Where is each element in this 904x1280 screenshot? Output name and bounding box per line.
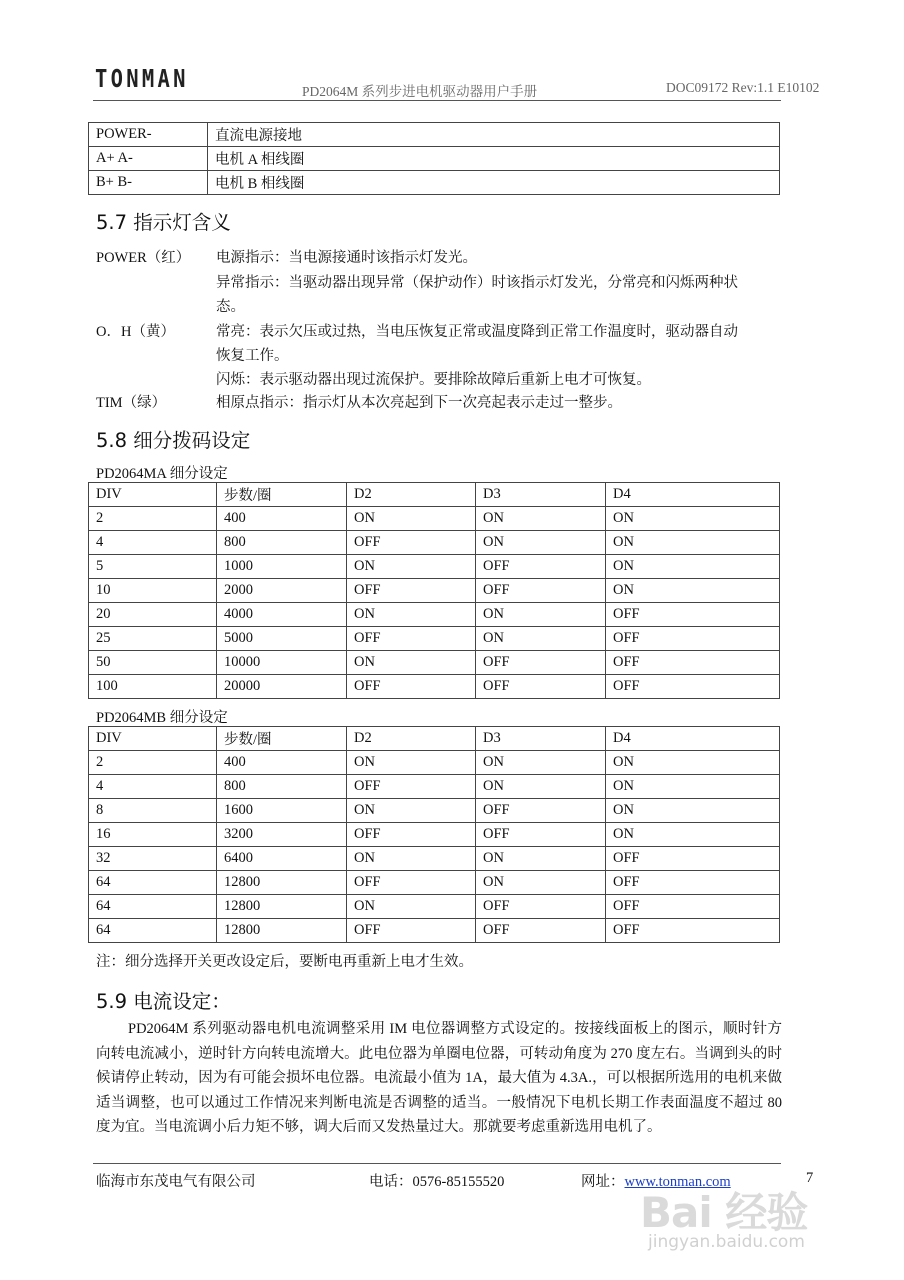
baidu-watermark-logo: Bai 经验 xyxy=(640,1188,808,1237)
microstep-cell: ON xyxy=(347,651,476,675)
microstep-cell: ON xyxy=(476,507,606,531)
header-title: PD2064M 系列步进电机驱动器用户手册 xyxy=(302,84,538,99)
microstep-cell: OFF xyxy=(476,799,606,823)
microstep-cell: 16 xyxy=(89,823,217,847)
microstep-cell: 400 xyxy=(217,507,347,531)
microstep-cell: OFF xyxy=(347,675,476,699)
terminal-cell: POWER- xyxy=(89,123,208,147)
terminal-cell: B+ B- xyxy=(89,171,208,195)
table-row xyxy=(89,651,780,675)
footer-phone: 电话：0576-85155520 xyxy=(369,1174,505,1190)
microstep-cell: ON xyxy=(606,579,780,603)
table-row xyxy=(89,823,780,847)
microstep-cell: 5 xyxy=(89,555,217,579)
section-5-7-title: 5.7 指示灯含义 xyxy=(96,211,231,234)
page-number: 7 xyxy=(806,1170,814,1186)
microstep-cell: ON xyxy=(606,775,780,799)
microstep-cell: 10 xyxy=(89,579,217,603)
microstep-cell: 20 xyxy=(89,603,217,627)
microstep-cell: ON xyxy=(606,507,780,531)
tim-indicator-label: TIM（绿） xyxy=(96,395,167,411)
microstep-cell: ON xyxy=(347,751,476,775)
microstep-cell: 12800 xyxy=(217,919,347,943)
microstep-cell: OFF xyxy=(347,871,476,895)
microstep-cell: 3200 xyxy=(217,823,347,847)
header-cell: D3 xyxy=(476,727,606,751)
microstep-cell: ON xyxy=(347,895,476,919)
microstep-cell: OFF xyxy=(476,579,606,603)
power-abnormal-text: 异常指示：当驱动器出现异常（保护动作）时该指示灯发光，分常亮和闪烁两种状 xyxy=(216,275,738,291)
microstep-cell: ON xyxy=(606,531,780,555)
table-row xyxy=(89,751,780,775)
brand-logo: TONMAN xyxy=(95,64,189,93)
table-row xyxy=(89,919,780,943)
header-cell: D4 xyxy=(606,727,780,751)
microstep-cell: OFF xyxy=(606,651,780,675)
microstep-cell: 4 xyxy=(89,775,217,799)
header-cell: D2 xyxy=(347,727,476,751)
microstep-cell: OFF xyxy=(606,895,780,919)
microstep-cell: 1000 xyxy=(217,555,347,579)
table-row xyxy=(89,775,780,799)
microstep-cell: 800 xyxy=(217,531,347,555)
table-row xyxy=(89,123,780,147)
microstep-cell: 64 xyxy=(89,919,217,943)
table-row xyxy=(89,799,780,823)
oh-steady-text-cont: 恢复工作。 xyxy=(216,348,289,364)
microstep-cell: ON xyxy=(476,847,606,871)
footer-company: 临海市东茂电气有限公司 xyxy=(96,1174,256,1190)
header-cell: D4 xyxy=(606,483,780,507)
microstep-cell: 64 xyxy=(89,895,217,919)
oh-flash-text: 闪烁：表示驱动器出现过流保护。要排除故障后重新上电才可恢复。 xyxy=(216,372,651,388)
microstep-note: 注：细分选择开关更改设定后，要断电再重新上电才生效。 xyxy=(96,954,473,970)
microstep-cell: ON xyxy=(347,507,476,531)
baidu-watermark-url: jingyan.baidu.com xyxy=(648,1232,805,1252)
microstep-cell: ON xyxy=(476,871,606,895)
microstep-cell: OFF xyxy=(476,675,606,699)
microstep-cell: ON xyxy=(476,627,606,651)
table-header-row xyxy=(89,727,780,751)
microstep-cell: 6400 xyxy=(217,847,347,871)
microstep-cell: ON xyxy=(347,555,476,579)
microstep-cell: 8 xyxy=(89,799,217,823)
microstep-table-ma xyxy=(88,482,780,699)
table-row xyxy=(89,147,780,171)
microstep-cell: OFF xyxy=(347,775,476,799)
terminal-cell: 电机 A 相线圈 xyxy=(208,147,780,171)
microstep-cell: OFF xyxy=(606,847,780,871)
microstep-cell: OFF xyxy=(606,627,780,651)
footer-web-link[interactable]: www.tonman.com xyxy=(624,1174,731,1190)
microstep-cell: ON xyxy=(347,603,476,627)
header-cell: D3 xyxy=(476,483,606,507)
microstep-cell: 12800 xyxy=(217,871,347,895)
table-row xyxy=(89,675,780,699)
microstep-cell: 400 xyxy=(217,751,347,775)
microstep-cell: 20000 xyxy=(217,675,347,699)
microstep-cell: ON xyxy=(606,799,780,823)
tim-indicator-text: 相原点指示：指示灯从本次亮起到下一次亮起表示走过一整步。 xyxy=(216,395,622,411)
microstep-cell: 4 xyxy=(89,531,217,555)
microstep-cell: 2000 xyxy=(217,579,347,603)
header-cell: 步数/圈 xyxy=(217,727,347,751)
table-row xyxy=(89,603,780,627)
microstep-cell: ON xyxy=(347,799,476,823)
ma-table-caption: PD2064MA 细分设定 xyxy=(96,466,228,482)
microstep-cell: OFF xyxy=(476,895,606,919)
table-row xyxy=(89,171,780,195)
table-row xyxy=(89,627,780,651)
footer-rule xyxy=(93,1163,781,1164)
microstep-cell: 2 xyxy=(89,751,217,775)
microstep-cell: 800 xyxy=(217,775,347,799)
table-row xyxy=(89,555,780,579)
mb-table-caption: PD2064MB 细分设定 xyxy=(96,710,228,726)
microstep-cell: OFF xyxy=(347,531,476,555)
microstep-cell: ON xyxy=(476,775,606,799)
microstep-cell: 25 xyxy=(89,627,217,651)
power-indicator-label: POWER（红） xyxy=(96,250,191,266)
microstep-cell: 32 xyxy=(89,847,217,871)
microstep-cell: OFF xyxy=(347,627,476,651)
table-row xyxy=(89,847,780,871)
microstep-cell: 100 xyxy=(89,675,217,699)
microstep-cell: ON xyxy=(606,751,780,775)
microstep-cell: OFF xyxy=(476,919,606,943)
current-setting-paragraph: PD2064M 系列驱动器电机电流调整采用 IM 电位器调整方式设定的。按接线面板上的图示，顺时针方向转电流减小，逆时针方向转电流增大。此电位器为单圈电位器，可转动角度为 270 度左右。当调到头的时候请停止转动，因为有可能会损坏电位器。电流最小值为 1A，最大值为 4.3A.，可以根据所选用的电机来做适当调整，也可以通过工作情况来判断电流是否调整的适当。一般情况下电机长期工作表面温度不超过 80 度为宜。当电流调小后力矩不够，调大后而又发热量过大。那就要考虑重新选用电机了。 xyxy=(96,1021,782,1135)
microstep-cell: ON xyxy=(476,751,606,775)
microstep-cell: 50 xyxy=(89,651,217,675)
microstep-cell: OFF xyxy=(606,919,780,943)
header-cell: D2 xyxy=(347,483,476,507)
microstep-cell: OFF xyxy=(476,651,606,675)
microstep-cell: OFF xyxy=(606,871,780,895)
microstep-cell: OFF xyxy=(347,823,476,847)
microstep-cell: 2 xyxy=(89,507,217,531)
microstep-cell: ON xyxy=(476,531,606,555)
oh-steady-text: 常亮：表示欠压或过热，当电压恢复正常或温度降到正常工作温度时，驱动器自动 xyxy=(216,324,738,340)
microstep-cell: OFF xyxy=(606,603,780,627)
microstep-cell: ON xyxy=(606,823,780,847)
header-rule xyxy=(93,100,781,101)
table-row xyxy=(89,895,780,919)
terminal-cell: A+ A- xyxy=(89,147,208,171)
microstep-cell: 12800 xyxy=(217,895,347,919)
table-header-row xyxy=(89,483,780,507)
section-5-8-title: 5.8 细分拨码设定 xyxy=(96,429,251,452)
microstep-cell: ON xyxy=(476,603,606,627)
section-5-9-title: 5.9 电流设定： xyxy=(96,990,231,1013)
microstep-cell: 64 xyxy=(89,871,217,895)
microstep-cell: 4000 xyxy=(217,603,347,627)
table-row xyxy=(89,579,780,603)
microstep-cell: OFF xyxy=(476,823,606,847)
microstep-cell: OFF xyxy=(347,579,476,603)
microstep-cell: 10000 xyxy=(217,651,347,675)
power-indicator-text: 电源指示：当电源接通时该指示灯发光。 xyxy=(216,250,477,266)
table-row xyxy=(89,871,780,895)
header-doc-number: DOC09172 Rev:1.1 E10102 xyxy=(666,80,820,95)
header-cell: DIV xyxy=(89,483,217,507)
footer-web-label: 网址： xyxy=(581,1174,625,1190)
microstep-cell: OFF xyxy=(476,555,606,579)
microstep-cell: OFF xyxy=(606,675,780,699)
terminal-cell: 直流电源接地 xyxy=(208,123,780,147)
terminal-cell: 电机 B 相线圈 xyxy=(208,171,780,195)
table-row xyxy=(89,531,780,555)
header-cell: DIV xyxy=(89,727,217,751)
microstep-cell: ON xyxy=(606,555,780,579)
terminal-table xyxy=(88,122,780,195)
microstep-cell: ON xyxy=(347,847,476,871)
microstep-cell: 5000 xyxy=(217,627,347,651)
table-row xyxy=(89,507,780,531)
power-abnormal-text-cont: 态。 xyxy=(216,299,245,315)
microstep-cell: 1600 xyxy=(217,799,347,823)
header-cell: 步数/圈 xyxy=(217,483,347,507)
microstep-cell: OFF xyxy=(347,919,476,943)
microstep-table-mb xyxy=(88,726,780,943)
oh-indicator-label: O．H（黄） xyxy=(96,324,175,340)
